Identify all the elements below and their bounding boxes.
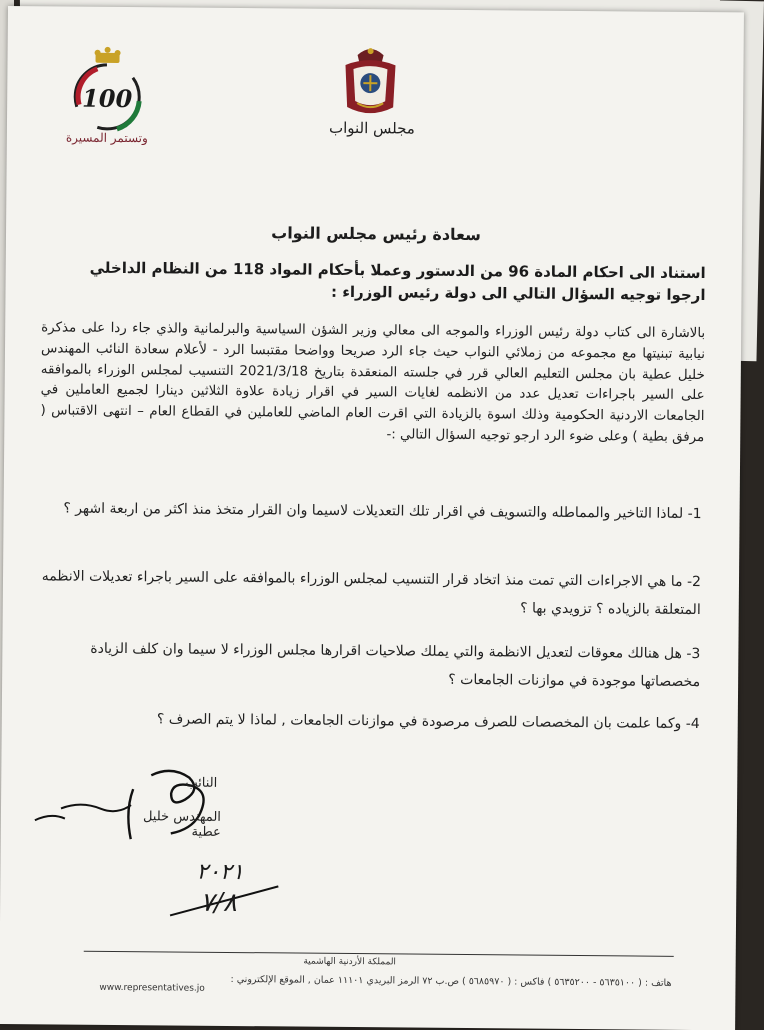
centennial-logo	[57, 44, 158, 157]
question-3: 3- هل هنالك معوقات لتعديل الانظمة والتي يملك صلاحيات اقرارها مجلس الوزراء لا سيما وان كلف الزيادة مخصصاتها موجودة في موازنات الجامعات ؟	[90, 640, 701, 691]
footer-website: www.representatives.jo	[99, 982, 205, 994]
addressee: سعادة رئيس مجلس النواب	[271, 223, 481, 245]
handwritten-date: ٧/٨	[200, 887, 238, 919]
question-2: 2- ما هي الاجراءات التي تمت منذ اتخاد قرار التنسيب لمجلس الوزراء بالموافقه على السير باجراء تعديلات الانظمه المتعلقة بالزياده ؟ تزويدي بها ؟	[41, 568, 702, 619]
signature-name: المهندس خليل عطية	[142, 809, 221, 840]
footer-contact-info: هاتف : ( ٥٦٣٥١٠٠ - ٥٦٣٥٢٠٠ ) فاكس : ( ٥٦٨٥٩٧٠ ) ص.ب ٧٢ الرمز البريدي ١١١٠١ عمان , الموقع الإلكتروني :	[230, 973, 672, 989]
centennial-emblem-icon	[57, 44, 158, 133]
signature-title: النائب	[185, 775, 218, 791]
parliament-name: مجلس النواب	[328, 118, 415, 138]
question-4: 4- وكما علمت بان المخصصات للصرف مرصودة في موازنات الجامعات , لماذا لا يتم الصرف ؟	[156, 711, 700, 733]
intro-paragraph: استناد الى احكام المادة 96 من الدستور وعملا بأحكام المواد 118 من النظام الداخلي ارجوا توجيه السؤال التالي الى دولة رئيس الوزراء :	[89, 258, 706, 305]
question-1: 1- لماذا التاخير والمماطله والتسويف في اقرار تلك التعديلات لاسيما وان القرار متخذ منذ اكثر من اربعة اشهر ؟	[63, 500, 702, 523]
handwritten-year: ٢٠٢١	[196, 859, 244, 886]
footer-org-name: المملكة الأردنية الهاشمية	[303, 956, 397, 968]
royal-crest-icon	[339, 45, 402, 118]
centennial-number: 100	[82, 83, 133, 114]
letter-sheet	[0, 6, 744, 1030]
centennial-caption: وتستمر المسيرة	[65, 130, 148, 146]
footer-divider	[84, 951, 674, 957]
body-paragraph: بالاشارة الى كتاب دولة رئيس الوزراء والموجه الى معالي وزير الشؤن السياسية والبرلمانية والذي جاء ردا على مذكرة نيابية تبنيتها مع مجموعه من زملائي النواب حيث جاء الرد صريحا وواضحا مقتبسا الرد - لأعلام سعادة النائب المهندس خليل عطية بان مجلس التعليم العالي قرر في جلسته المنعقدة بتاريخ 2021/3/18 التنسيب لمجلس الوزراء بالموافقه على السير باجراءات تعديل عدد من الانظمه لغايات السير في اقرار زيادة علاوة الثلاثين دينارا لجميع العاملين في الجامعات الاردنية الحكومية وذلك اسوة بالزيادة التي اقرت العام الماضي للعاملين في القطاع العام – انتهى الاقتباس ( مرفق بطية ) وعلى ضوء الرد ارجو توجيه السؤال التالي :-	[40, 320, 706, 446]
